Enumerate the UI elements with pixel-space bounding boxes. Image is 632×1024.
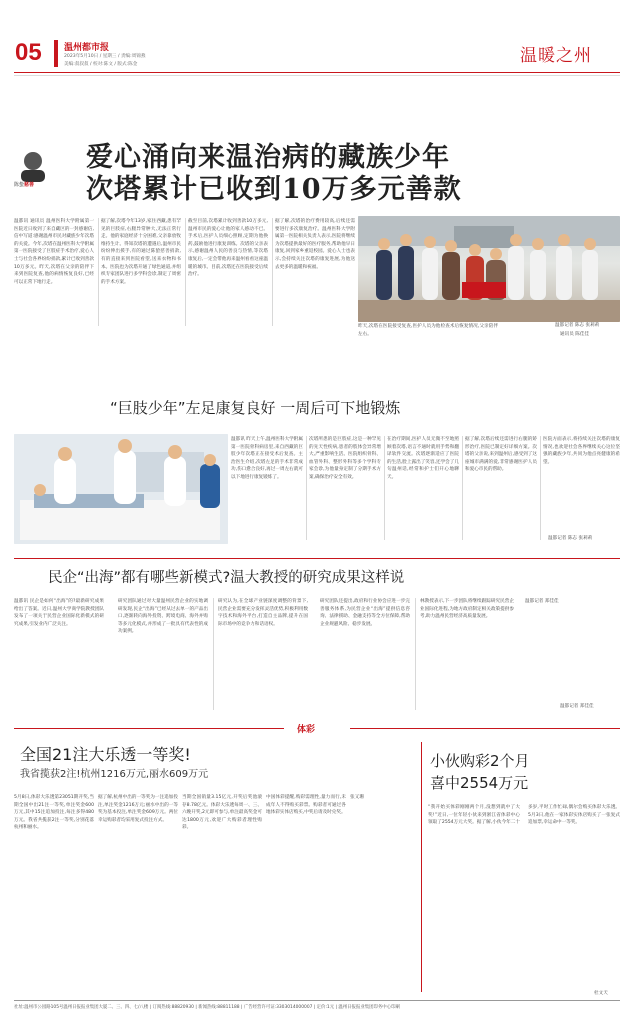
story2-col-3: 在治疗期间,医护人员无微不至地照顾着次塔,语言不通时就用手势和翻译软件交流。次塔逐渐适应了医院的生活,脸上露出了笑容,还学会了几句温州话,经常和护士们开心地聊天。 [387, 437, 459, 480]
story4-headline: 全国21注大乐透一等奖! [20, 745, 191, 764]
story1-photo-caption: 昨天,次塔在医院接受复查,医护人员为他检查术后恢复情况,父亲陪伴左右。 [358, 324, 498, 337]
editor-line: 美编:叔叔叔 / 校对:陈文 / 版式:陈金 [64, 62, 138, 67]
masthead [0, 0, 632, 76]
story1-col-1: 温都讯 通讯员 温州医科大学附属第一医院近日收到了来自藏区的一封感谢信,信中写道:感谢温州市民对藏族少年次塔的关爱。今年,次塔在温州医科大学附属第一医院接受了巨肢症手术治疗,爱心人士与社会各界纷纷捐款,累计已收到善款10万多元。昨天,次塔在父亲的陪伴下来到医院复查,他的病情恢复良好,已经可以正常下地行走。 [14, 219, 94, 285]
story3-col-3: 研究认为,在全球产业链深度调整的背景下,民营企业需要充分发挥灵活优势,积极利用数字技术和海外平台,打造自主品牌,提升在国际市场中的竞争力和话语权。 [218, 599, 308, 627]
story3-headline: 民企“出海”都有哪些新模式?温大教授的研究成果这样说 [48, 570, 405, 586]
story1-headline-1: 爱心涌向来温治病的藏族少年 [86, 142, 450, 173]
story4-col-2: 据了解,杭州中出的一等奖为一注追加投注,单注奖金1216万元;丽水中出的一等奖为基本投注,单注奖金609万元。两位幸运购彩者均采用复式投注方式。 [98, 795, 178, 823]
column-logo-name: 陈蛰 [14, 182, 25, 188]
story3-col-5: 林教授表示,下一步团队将继续跟踪研究民营企业国际化进程,为地方政府制定相关政策提供参考,助力温州民营经济高质量发展。 [420, 599, 514, 620]
story2-byline: 温都记者 陈志 张莉莉 [548, 536, 593, 541]
story1-byline-2: 通讯员 陈佳佳 [560, 332, 590, 337]
story1-col-2: 据了解,次塔今年13岁,家住西藏,患有罕见的巨肢症,右腿异常肿大,无法正常行走。他的家庭经济十分困难,父亲靠放牧维持生计。得知次塔的遭遇后,温州市民纷纷伸出援手,有的通过陈蛰慈善捐款,有的直接来到医院看望,送来衣物和书本。医院也为次塔开通了绿色通道,并组织专家团队进行多学科会诊,制定了周密的手术方案。 [101, 219, 181, 285]
footer-text: 社址:温州市公园路105号温州日报报业集团大厦二、三、四、七/八楼 | 订阅热线:88820930 | 新闻热线:88811188 | 广告经营许可证:3303014000007 | 定价:1元 | 温州日报报业集团印务中心印刷 [14, 1005, 400, 1010]
story1-photo [358, 216, 620, 322]
story1-headline-2: 次塔累计已收到10万多元善款 [86, 174, 462, 205]
column-logo-sub: 慈善 [24, 182, 35, 188]
masthead-rule [14, 72, 620, 73]
story2-col-5: 医院方面表示,将持续关注次塔的康复情况,也欢迎社会各界继续关心这位坚强的藏族少年,共同为他点亮健康的希望。 [543, 437, 620, 465]
story3-col-1: 温都讯 民企是如何“出海”的?最新研究成果给出了答案。近日,温州大学商学院教授团队发布了一项关于民营企业国际化新模式的研究成果,引发业内广泛关注。 [14, 599, 104, 627]
date-line: 2023年5月10日 / 星期三 / 责编:周锦燕 [64, 54, 146, 59]
footer [0, 1000, 632, 1024]
story2-col-4: 据了解,次塔后续还需进行右腿的矫形治疗,医院已制定好详细方案。次塔的父亲说,来到温州后,感受到了这座城市满满的爱,非常感谢医护人员和爱心市民的帮助。 [465, 437, 537, 473]
portrait-icon [14, 148, 52, 182]
story5-author: 杜文天 [594, 991, 608, 996]
story2-photo [14, 434, 228, 544]
story5-headline-1: 小伙购彩2个月 [430, 752, 530, 770]
story4-col-5: 张又珊 [350, 795, 364, 800]
story4-col-1: 5月8日,体彩大乐透第23051期开奖,当期全国中出21注一等奖,单注奖金600万元,其中15注追加投注,每注多得480万元。我省共揽获2注一等奖,分别花落杭州和丽水。 [14, 795, 94, 831]
story3-col-6: 温都记者 郑佳佳 [525, 599, 559, 604]
section-title: 温暖之州 [520, 46, 592, 66]
story2-col-1: 温都讯 昨天上午,温州医科大学附属第一医院骨科病房里,来自西藏的巨肢少年次塔正在接受术后复查。主治医生介绍,次塔左足的手术非常成功,伤口愈合良好,再过一周左右就可以下地进行康复锻炼了。 [231, 437, 303, 480]
story4-col-4: 中国体彩提醒,购彩需理性,量力而行,未成年人不得购买彩票。购彩者可通过各地体彩实体店购买,中奖后请及时兑奖。 [266, 795, 346, 816]
story5-body: “我开始买体彩刚刚两个月,没想到就中了大奖!”近日,一位年轻小伙来到浙江省体彩中心领取了2554万元大奖。据了解,小伙今年二十多岁,平时工作忙碌,偶尔会购买体彩大乐透。5月3日,他在一家体彩实体店购买了一张复式追加票,幸运命中一等奖。 [428, 805, 620, 826]
story5-headline-2: 喜中2554万元 [430, 774, 529, 792]
story4-subhead: 我省揽获2注!杭州1216万元,丽水609万元 [20, 769, 209, 780]
story3-byline: 温都记者 郑佳佳 [560, 704, 594, 709]
story2-col-2: 次塔所患的是巨肢症,这是一种罕见的先天性疾病,患者的肢体会异常增大,严重影响生活。医院组织骨科、血管外科、整形外科等多个学科专家会诊,为他量身定制了分期手术方案,确保治疗安全有效。 [309, 437, 381, 480]
paper-name: 温州都市报 [64, 43, 110, 53]
story1-col-4: 据了解,次塔的治疗费用较高,后续还需要进行多次康复治疗。温州医科大学附属第一医院相关负责人表示,医院将继续为次塔提供最好的医疗服务,帮助他早日康复,回到家乡重返校园。爱心人士也表示,会持续关注次塔的康复进展,为他送去更多的温暖和祝福。 [275, 219, 355, 270]
section-divider [14, 722, 620, 736]
story3-col-2: 研究团队通过对大量温州民营企业的实地调研发现,民企“出海”已经从过去单一的产品出口,逐渐转向海外投资、跨境电商、海外并购等多元化模式,并形成了一批具有代表性的成功案例。 [118, 599, 208, 635]
story2-headline: “巨肢少年”左足康复良好 一周后可下地锻炼 [110, 399, 401, 417]
section-divider-label: 体彩 [297, 725, 316, 735]
story3-col-4: 研究团队还提出,政府和行业协会应进一步完善服务体系,为民营企业“出海”提供信息咨询、法律援助、金融支持等全方位保障,帮助企业规避风险、稳步发展。 [320, 599, 410, 627]
masthead-red-bar [54, 40, 58, 67]
story1-col-3: 截至目前,次塔累计收到善款10万多元,温州市民的爱心让他的家人感动不已。手术后,医护人员细心照顾,定期为他换药,鼓励他进行康复训练。次塔的父亲表示,感谢温州人民的善良与热情,等次塔康复后,一定会带他再来温州看看这座温暖的城市。目前,次塔还在医院接受后续治疗。 [188, 219, 268, 278]
story-separator [421, 742, 422, 992]
masthead-rule-gray [14, 75, 620, 76]
story1-byline-1: 温都记者 陈志 张莉莉 [555, 323, 600, 328]
page-number: 05 [15, 39, 42, 66]
column-logo [14, 148, 52, 194]
story4-col-3: 当期全国销量3.15亿元,开奖后奖池滚存8.78亿元。体彩大乐透每周一、三、六晚开奖,2元即可参与,单注最高奖金可达1800万元,欢迎广大购彩者理性购彩。 [182, 795, 262, 831]
